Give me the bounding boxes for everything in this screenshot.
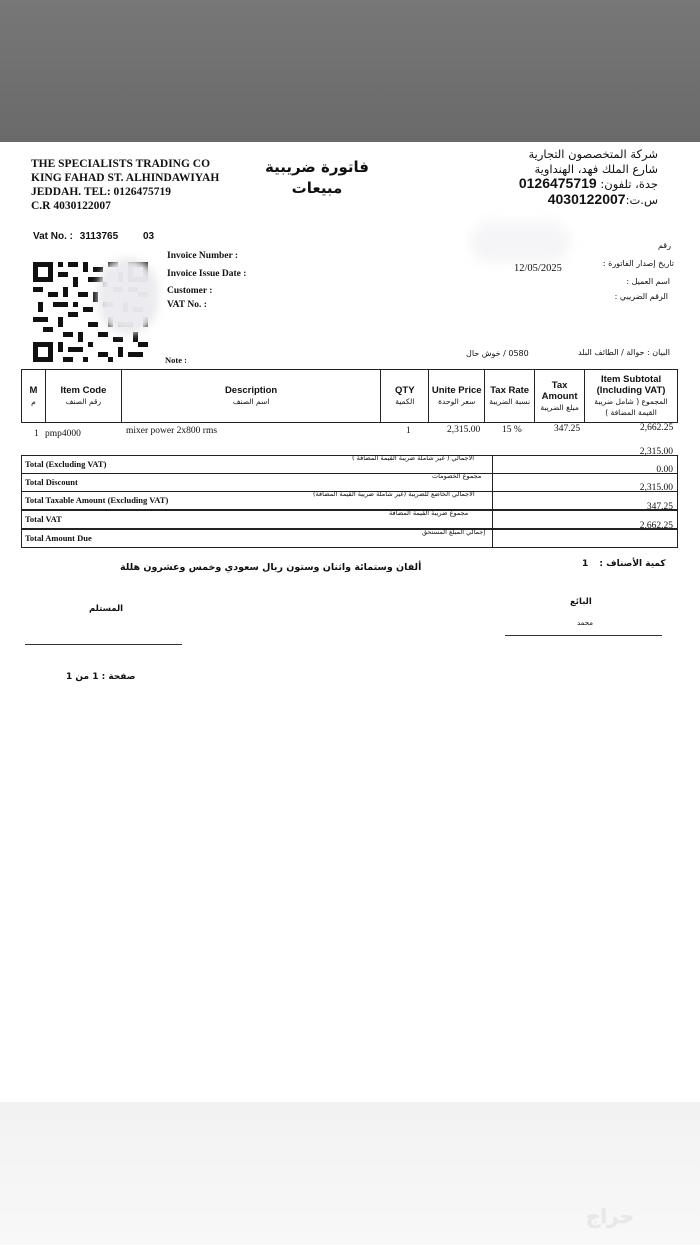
invoice-date-label: Invoice Issue Date : <box>167 269 247 279</box>
vat-number: Vat No. : 3113765 03 <box>33 231 155 242</box>
items-table <box>21 369 678 423</box>
col-header-description: Description اسم الصنف <box>121 370 380 423</box>
table-header-row <box>22 370 678 423</box>
vat-no-label: VAT No. : <box>167 300 207 310</box>
col-header-item-code: Item Code رقم الصنف <box>45 370 121 423</box>
invoice-date-label-ar: تاريخ إصدار الفاتورة : <box>602 259 674 268</box>
col-header-m: M م <box>22 370 46 423</box>
receiver-signature-line <box>25 644 182 645</box>
row-description: mixer power 2x800 rms <box>126 426 218 436</box>
customer-label: Customer : <box>167 286 213 296</box>
items-count-value: 1 <box>582 559 589 569</box>
company-name-en: THE SPECIALISTS TRADING CO <box>31 158 211 170</box>
company-address-ar: شارع الملك فهد، الهنداوية <box>534 161 658 176</box>
company-phone-en: JEDDAH. TEL: 0126475719 <box>31 186 172 198</box>
row-unit-price: 2,315.00 <box>447 425 481 435</box>
receiver-label: المستلم <box>89 604 124 614</box>
note-label: Note : <box>165 355 187 365</box>
company-cr-en: C.R 4030122007 <box>31 200 111 212</box>
col-header-unit-price: Unite Price سعر الوحدة <box>429 370 485 423</box>
invoice-date-value: 12/05/2025 <box>514 263 562 274</box>
company-phone-ar: جدة، تلفون: 0126475719 <box>518 175 658 191</box>
company-name-ar: شركة المتخصصون التجارية <box>528 147 658 161</box>
col-header-tax-rate: Tax Rate نسبة الضريبة <box>485 370 535 423</box>
total-amount-due-row: Total Amount Due إجمالي المبلغ المستحق 2,662.25 <box>21 529 678 548</box>
col-header-subtotal: Item Subtotal (Including VAT) المجموع ( شامل ضريبة القيمة المضافة ) <box>585 370 678 423</box>
row-item-code: pmp4000 <box>45 429 81 439</box>
total-vat-row: Total VAT مجموع ضريبة القيمة المضافة 347.25 <box>21 510 678 529</box>
seller-signature-line <box>505 635 662 636</box>
totals-box <box>21 443 678 550</box>
table-row <box>21 425 678 441</box>
row-m: 1 <box>34 429 39 439</box>
total-discount-row: Total Discount مجموع الخصومات 0.00 <box>21 473 678 492</box>
customer-label-ar: اسم العميل : <box>626 277 670 286</box>
invoice-title-line2: مبيعات <box>291 179 343 197</box>
total-excluding-vat-row: Total (Excluding VAT) الاجمالي ( غير شاملة ضريبة القيمة المضافة ) 2,315.00 <box>21 455 678 474</box>
top-dark-band <box>0 0 700 142</box>
invoice-title-line1: فاتورة ضريبية <box>264 158 369 176</box>
vat-no-label-ar: الرقم الضريبي : <box>614 292 668 301</box>
row-tax-amount: 347.25 <box>554 424 581 434</box>
statement-ar: البيان : حوالة / الطائف البلد <box>577 348 670 357</box>
company-info-en <box>31 157 219 213</box>
redaction-blur-number <box>470 222 570 262</box>
items-count <box>582 559 666 569</box>
page-number: صفحة : 1 من 1 <box>66 672 136 682</box>
seller-name: محمد <box>577 619 593 627</box>
row-subtotal: 2,662.25 <box>640 423 674 433</box>
statement-ar-2: 0580 / خوش حال <box>466 349 529 358</box>
redaction-blur <box>98 258 158 334</box>
row-qty: 1 <box>406 426 411 436</box>
amount-in-words: ألفان وستمائة واثنان وستون ريال سعودي وخمس وعشرون هللة <box>120 562 422 573</box>
seller-label: البائع <box>570 597 592 607</box>
invoice-number-label: Invoice Number : <box>167 251 239 261</box>
watermark-logo: حراج <box>585 1204 634 1228</box>
items-count-label: كمية الأصناف : <box>599 559 666 569</box>
total-taxable-row: Total Taxable Amount (Excluding VAT) الاجمالي الخاضع للضريبة (غير شاملة ضريبة القيمة المضافة) 2,315.00 <box>21 491 678 510</box>
col-header-qty: QTY الكمية <box>381 370 429 423</box>
row-tax-rate: 15 % <box>502 425 522 435</box>
company-address-en: KING FAHAD ST. ALHINDAWIYAH <box>31 172 220 184</box>
company-info-ar <box>519 147 658 207</box>
company-cr-ar: س.ت:4030122007 <box>547 190 658 207</box>
col-header-tax-amount: Tax Amount مبلغ الضريبة <box>535 370 585 423</box>
invoice-title <box>252 157 382 199</box>
invoice-number-label-ar: رقم <box>657 241 671 250</box>
